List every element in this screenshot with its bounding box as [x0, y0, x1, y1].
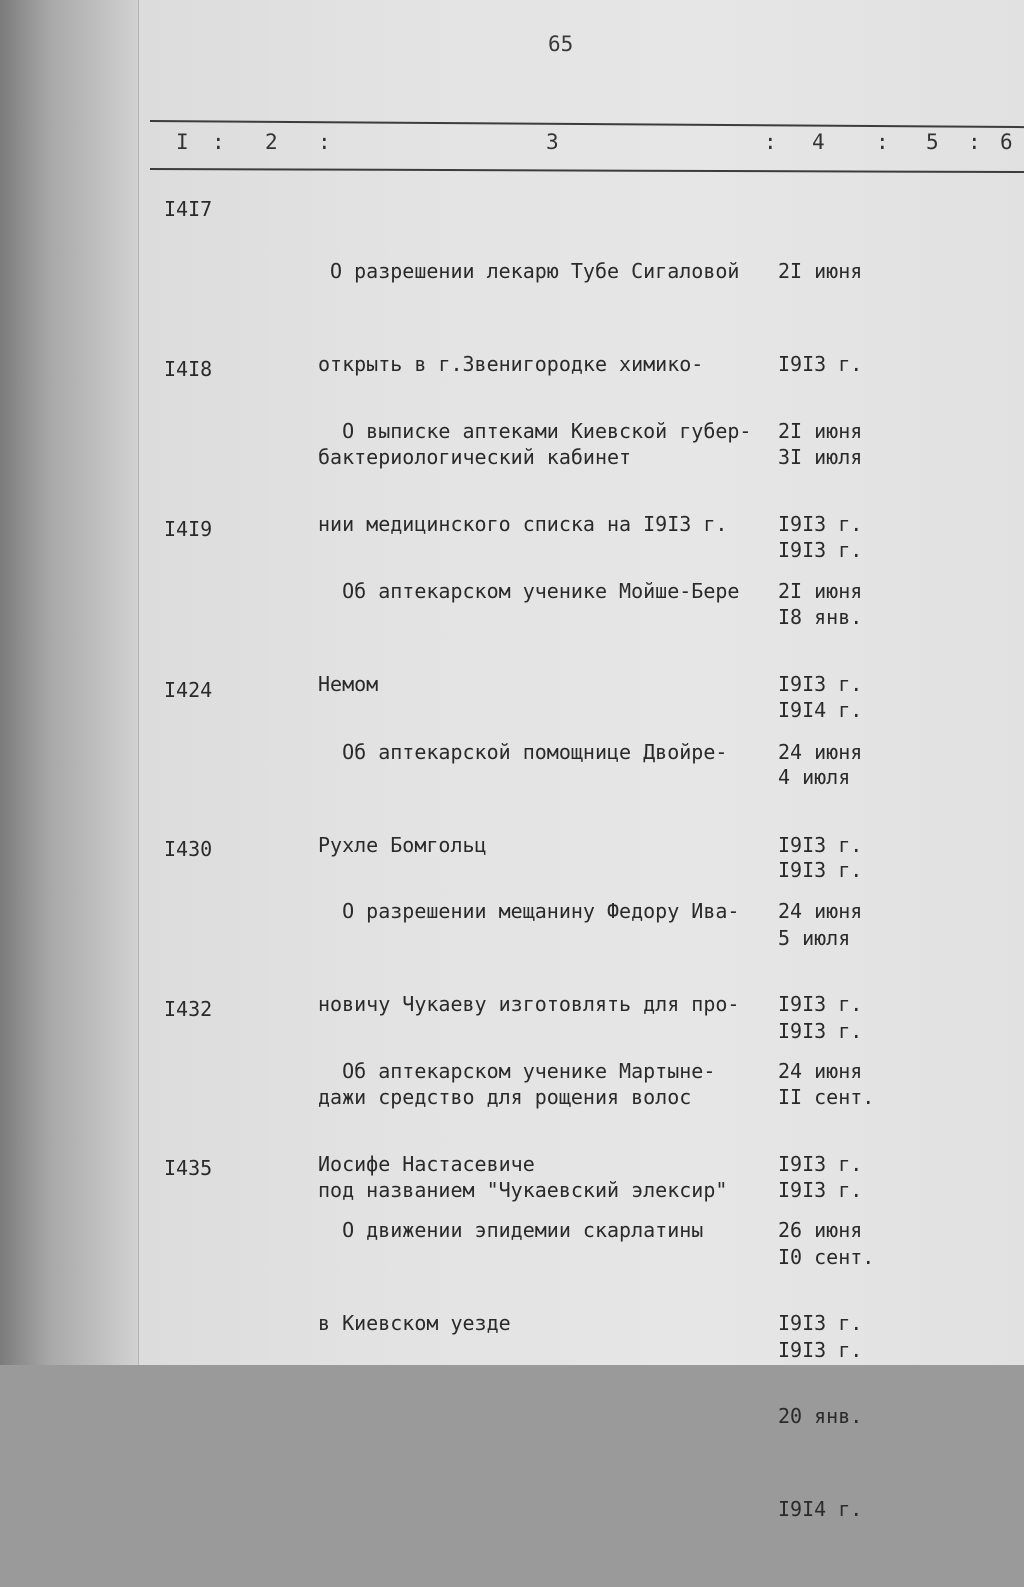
date-line: I9I3 г.: [778, 992, 863, 1016]
header-separator: :: [318, 130, 331, 154]
header-col-1: I: [176, 130, 189, 154]
date-line: I0 сент.: [778, 1245, 875, 1269]
title-line: бактериологический кабинет: [318, 445, 632, 469]
date-line: I9I4 г.: [778, 698, 863, 722]
date-line: I9I3 г.: [778, 538, 863, 562]
title-line: Об аптекарском ученике Мойше-Бере: [318, 579, 740, 603]
date-line: 2I июня: [778, 579, 863, 603]
entry-title: [318, 1153, 788, 1401]
date-line: I9I3 г.: [778, 1311, 863, 1335]
header-top-rule: [150, 120, 1024, 128]
date-line: I9I3 г.: [778, 858, 863, 882]
date-line: I9I3 г.: [778, 1019, 863, 1043]
date-line: 3I июля: [778, 445, 863, 469]
date-line: 24 июня: [778, 740, 863, 764]
entry-number: I430: [164, 837, 213, 861]
title-line: О выписке аптеками Киевской губер-: [318, 419, 752, 443]
title-line: в Киевском уезде: [318, 1311, 511, 1335]
entry-number: I435: [164, 1156, 213, 1180]
date-line: I8 янв.: [778, 605, 863, 629]
header-col-5: 5: [926, 130, 939, 154]
header-bottom-rule: [150, 168, 1024, 173]
date-line: I9I3 г.: [778, 1338, 863, 1362]
entry-number: I432: [164, 997, 213, 1021]
header-separator: :: [876, 130, 889, 154]
book-spine-shadow: [0, 0, 139, 1365]
entry-number: I424: [164, 678, 213, 702]
entry-number: I4I8: [164, 357, 213, 381]
title-line: открыть в г.Звенигородке химико-: [318, 352, 704, 376]
date-line: 24 июня: [778, 1059, 863, 1083]
title-line: новичу Чукаеву изготовлять для про-: [318, 992, 740, 1016]
title-line: Об аптекарском ученике Мартыне-: [318, 1059, 716, 1083]
date-line: I9I3 г.: [778, 1152, 863, 1176]
page-number: 65: [548, 32, 574, 56]
header-separator: :: [212, 130, 225, 154]
date-line: 24 июня: [778, 899, 863, 923]
title-line: нии медицинского списка на I9I3 г.: [318, 512, 728, 536]
entry-number: I4I9: [164, 517, 213, 541]
header-separator: :: [764, 130, 777, 154]
date-line: I9I4 г.: [778, 1497, 863, 1521]
title-line: под названием "Чукаевский элексир": [318, 1178, 728, 1202]
date-line: 2I июня: [778, 259, 863, 283]
title-line: О разрешении мещанину Федору Ива-: [318, 899, 740, 923]
date-line: 5 июля: [778, 926, 851, 950]
entry-number: I4I7: [164, 197, 213, 221]
date-line: II сент.: [778, 1085, 875, 1109]
date-line: 2I июня: [778, 419, 863, 443]
header-col-2: 2: [265, 130, 278, 154]
date-line: 20 янв.: [778, 1404, 863, 1428]
title-line: Немом: [318, 672, 379, 696]
date-line: I9I3 г.: [778, 1178, 863, 1202]
date-line: 4 июля: [778, 765, 851, 789]
title-line: Об аптекарской помощнице Двойре-: [318, 740, 728, 764]
title-line: дажи средство для рощения волос: [318, 1085, 692, 1109]
date-line: I9I3 г.: [778, 352, 863, 376]
header-col-6: 6: [1000, 130, 1013, 154]
header-col-3: 3: [546, 130, 559, 154]
title-line: Рухле Бомгольц: [318, 833, 487, 857]
title-line: О разрешении лекарю Тубе Сигаловой: [318, 259, 740, 283]
header-col-4: 4: [812, 130, 825, 154]
header-separator: :: [968, 130, 981, 154]
entry-dates: [778, 1153, 862, 1587]
title-line: О движении эпидемии скарлатины: [318, 1218, 704, 1242]
date-line: I9I3 г.: [778, 833, 863, 857]
date-line: I9I3 г.: [778, 512, 863, 536]
date-line: I9I3 г.: [778, 672, 863, 696]
date-line: 26 июня: [778, 1218, 863, 1242]
title-line: Иосифе Настасевиче: [318, 1152, 535, 1176]
